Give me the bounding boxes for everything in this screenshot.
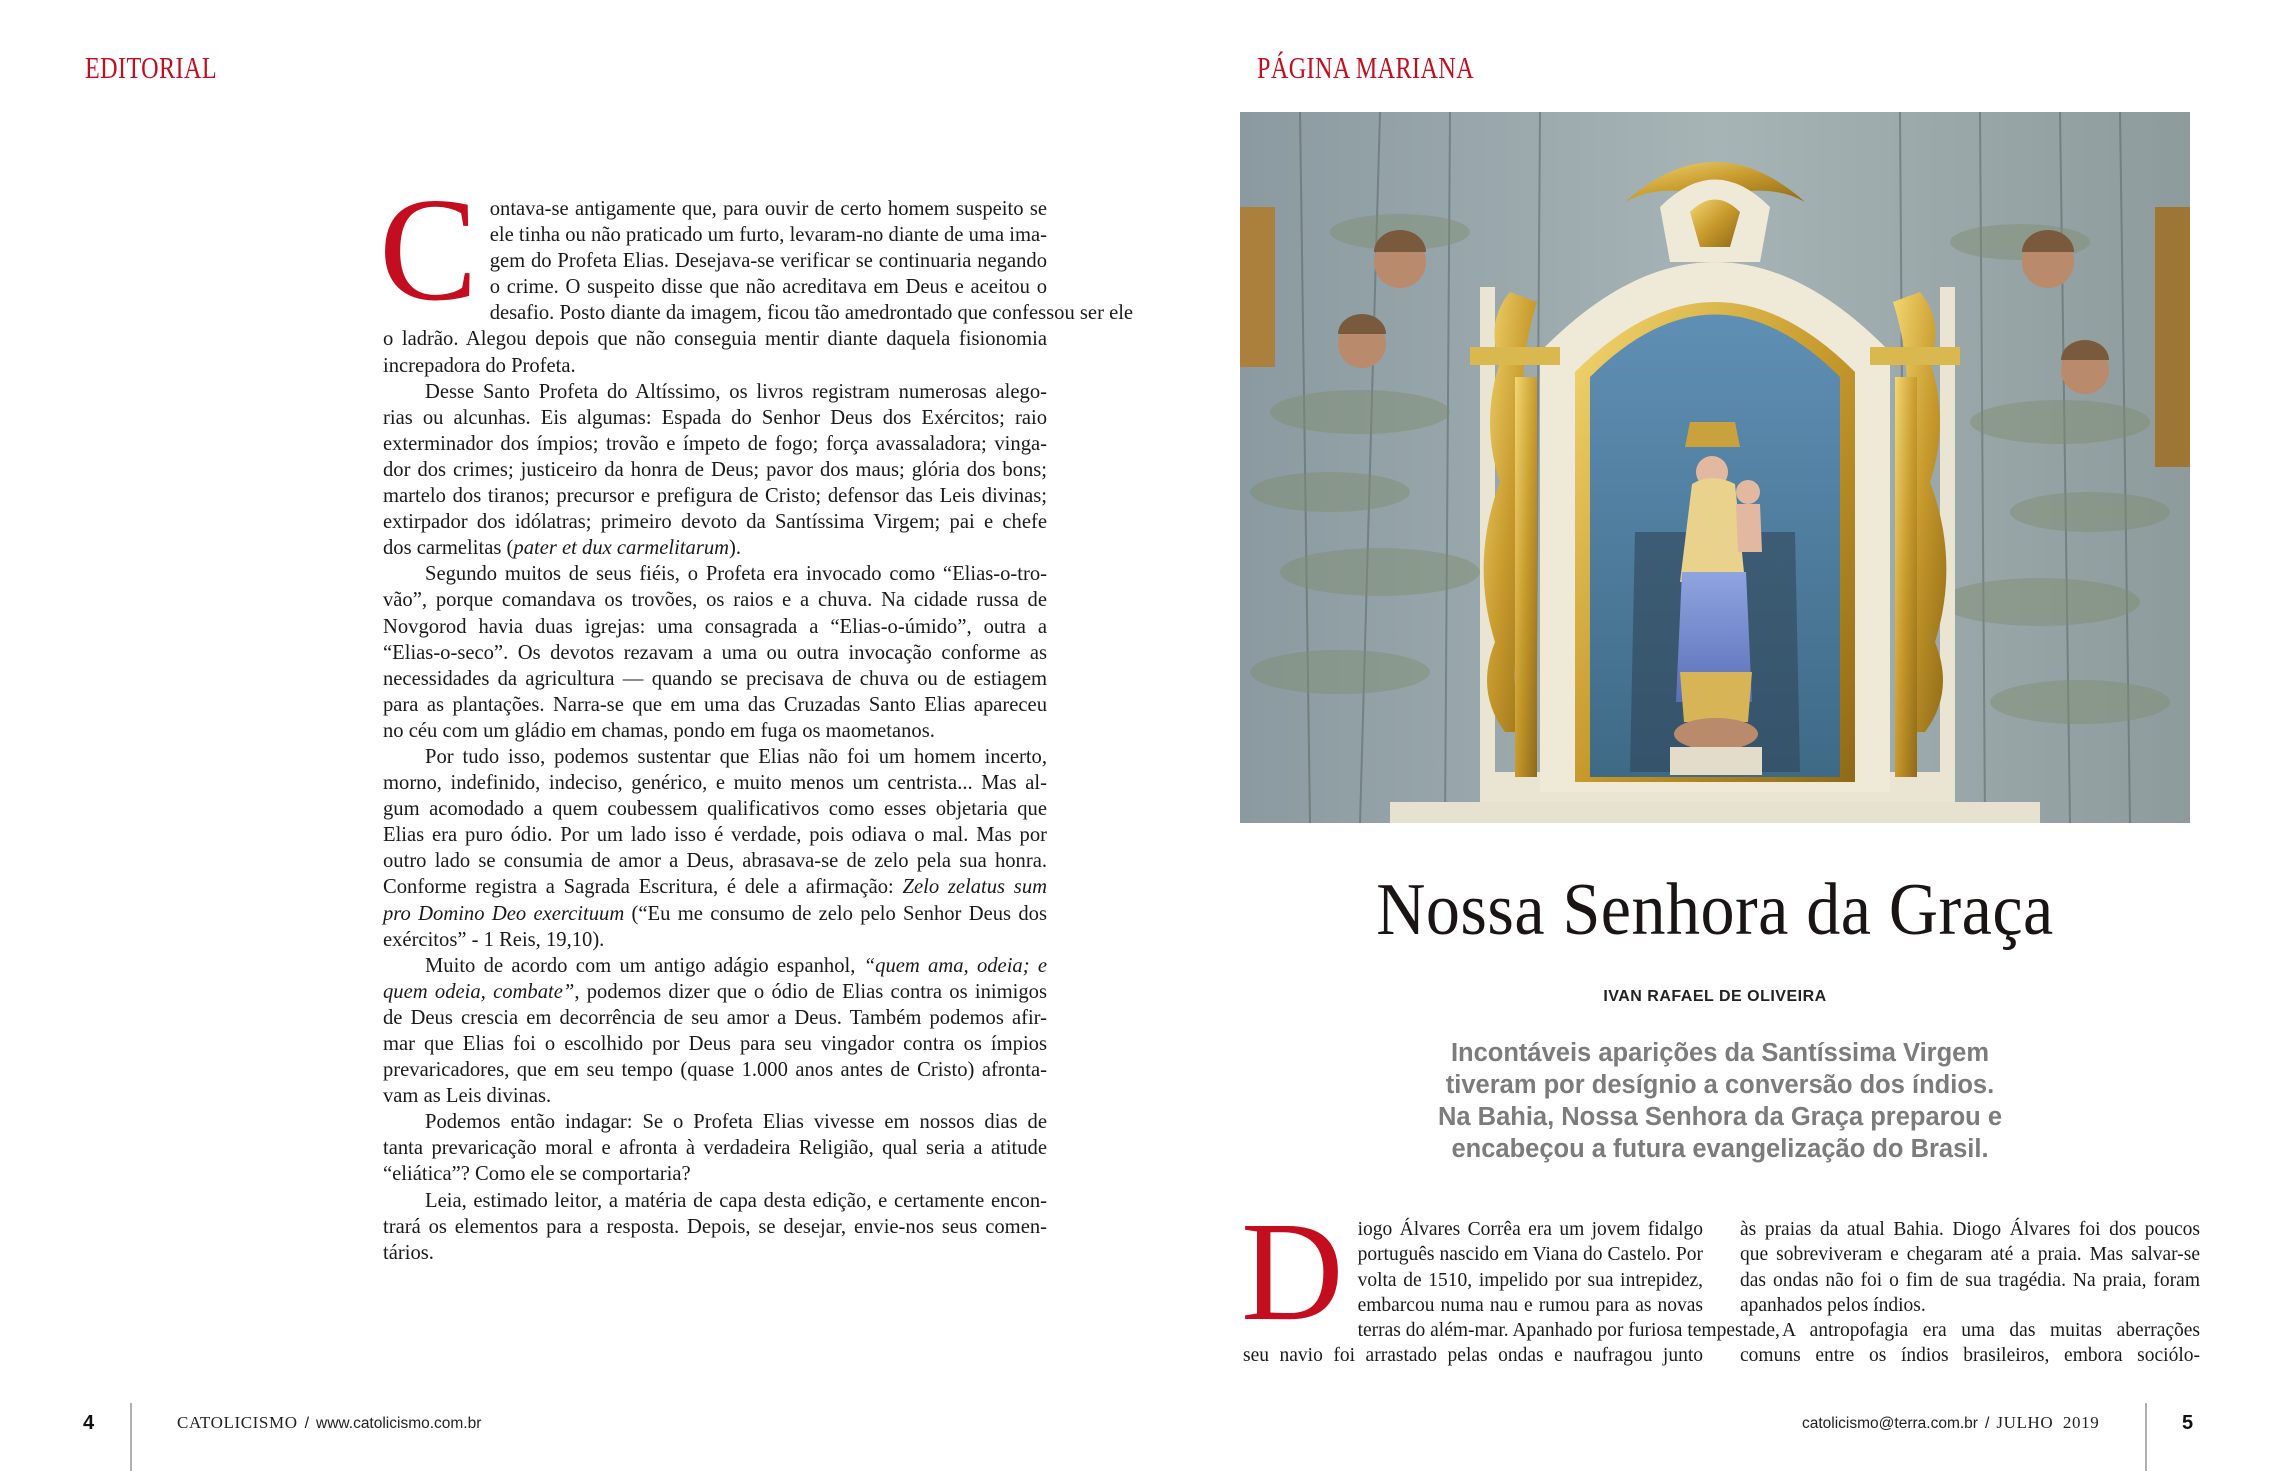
text-line: no céu com um gládio em chamas, pondo em fuga os maometanos. <box>383 719 935 742</box>
text-line: “eliática”? Como ele se comportaria? <box>383 1163 691 1186</box>
text-line: martelo dos tiranos; precursor e prefigura de Cristo; defensor das Leis divinas; <box>383 485 1047 508</box>
text-line: outro lado se consumia de amor a Deus, abrasava-se de zelo pela sua honra. <box>383 850 1047 873</box>
text-line: Segundo muitos de seus fiéis, o Profeta era invocado como “Elias-o-tro- <box>425 563 1047 586</box>
latin-phrase: pater et dux carmelitarum <box>513 537 730 560</box>
text-line: extirpador dos idólatras; primeiro devoto da Santíssima Virgem; pai e chefe <box>383 511 1047 534</box>
text-line: iogo Álvares Corrêa era um jovem fidalgo <box>1357 1219 1703 1240</box>
text-line: que sobreviveram e chegaram até a praia. Mas salvar-se <box>1740 1244 2200 1266</box>
section-label-pagina-mariana: PÁGINA MARIANA <box>1257 50 1475 85</box>
text-line: trará os elementos para a resposta. Depois, se desejar, envie-nos seus comen- <box>383 1215 1047 1238</box>
text-span: ). <box>729 537 742 560</box>
dropcap-c: C <box>379 168 478 332</box>
footer-separator: / <box>1984 1415 1990 1432</box>
editorial-paragraph-6 <box>383 1109 1047 1187</box>
text-line: Leia, estimado leitor, a matéria de capa desta edição, e certamente encon- <box>425 1189 1047 1212</box>
lead-line: encabeçou a futura evangelização do Brasil. <box>1451 1135 1989 1163</box>
text-line: embarcou numa nau e rumou para as novas <box>1357 1294 1703 1316</box>
text-span: Muito de acordo com um antigo adágio espanhol, <box>425 954 864 977</box>
text-line: gum acomodado a quem coubessem qualificativos como esses objetaria que <box>383 798 1047 821</box>
text-line: vão”, porque comandava os trovões, os raios e a chuva. Na cidade russa de <box>383 589 1047 612</box>
text-line: “Elias-o-seco”. Os devotos rezavam a uma ou outra invocação conforme as <box>383 641 1047 664</box>
author-byline: IVAN RAFAEL DE OLIVEIRA <box>1603 988 1827 1005</box>
text-line: vam as Leis divinas. <box>383 1085 552 1108</box>
text-line: Elias era puro ódio. Por um lado isso é verdade, pois odiava o mal. Mas por <box>383 824 1047 847</box>
text-span: , podemos dizer que o ódio de Elias contra os inimigos <box>574 980 1047 1003</box>
text-line: desafio. Posto diante da imagem, ficou tão amedrontado que confessou ser ele <box>489 302 1134 325</box>
text-line: gem do Profeta Elias. Desejava-se verificar se continuaria negando <box>489 250 1047 273</box>
editorial-paragraph-1 <box>379 168 1134 379</box>
editorial-paragraph-3 <box>383 561 1047 744</box>
text-line: prevaricadores, que em seu tempo (quase 1.000 anos antes de Cristo) afronta- <box>383 1059 1047 1082</box>
lead-line: Incontáveis aparições da Santíssima Virgem <box>1450 1039 1990 1067</box>
editorial-paragraph-4 <box>383 744 1047 953</box>
page-number-right: 5 <box>2182 1412 2194 1434</box>
text-line <box>383 901 1047 927</box>
dropcap-d: D <box>1241 1192 1344 1350</box>
latin-phrase: pro Domino Deo exercituum <box>383 902 625 925</box>
article-lead <box>1380 1037 2060 1165</box>
altar-statue-photo <box>1240 112 2190 823</box>
text-line: rias ou alcunhas. Eis algumas: Espada do Senhor Deus dos Exércitos; raio <box>383 406 1047 429</box>
text-line <box>383 535 1047 561</box>
text-line: comuns entre os índios brasileiros, embora sociólo- <box>1740 1345 2200 1367</box>
text-line: português nascido em Viana do Castelo. Por <box>1357 1244 1703 1266</box>
text-line: dor dos crimes; justiceiro da honra de Deus; pavor dos maus; glória dos bons; <box>383 458 1047 481</box>
text-line: de Deus crescia em decorrência de seu amor a Deus. Também podemos afir- <box>383 1006 1047 1029</box>
text-line: ele tinha ou não praticado um furto, levaram-no diante de uma ima- <box>489 224 1047 247</box>
text-line: Novgorod havia duas igrejas: uma consagrada a “Elias-o-úmido”, outra a <box>383 615 1047 638</box>
text-line: tários. <box>383 1241 434 1264</box>
text-span: Conforme registra a Sagrada Escritura, é dele a afirmação: <box>383 876 903 899</box>
text-span: dos carmelitas ( <box>383 537 514 560</box>
text-line: Desse Santo Profeta do Altíssimo, os livros registram numerosas alego- <box>425 380 1047 403</box>
text-line: mar que Elias foi o escolhido por Deus para seu vingador contra os ímpios <box>383 1033 1047 1055</box>
footer-separator: / <box>304 1415 310 1432</box>
text-line <box>383 874 1047 900</box>
page-number-left: 4 <box>83 1412 95 1434</box>
spanish-adage: “quem ama, odeia; e <box>863 954 1048 977</box>
text-line: Podemos então indagar: Se o Profeta Elias vivesse em nossos dias de <box>425 1111 1047 1134</box>
editorial-column <box>379 168 1134 1266</box>
text-line: para as plantações. Narra-se que em uma das Cruzadas Santo Elias apareceu <box>383 693 1047 716</box>
text-line: Por tudo isso, podemos sustentar que Elias não foi um homem incerto, <box>425 745 1047 768</box>
editorial-paragraph-7 <box>383 1188 1047 1266</box>
lead-line: tiveram por desígnio a conversão dos índios. <box>1445 1071 1995 1099</box>
text-line <box>383 953 1047 979</box>
website-link[interactable]: www.catolicismo.com.br <box>316 1415 482 1432</box>
email-link[interactable]: catolicismo@terra.com.br <box>1802 1415 1978 1432</box>
article-title: Nossa Senhora da Graça <box>1376 869 2054 951</box>
spanish-adage: quem odeia, combate” <box>383 980 575 1003</box>
text-line: o ladrão. Alegou depois que não conseguia mentir diante daquela fisionomia <box>383 328 1047 351</box>
text-line: o crime. O suspeito disse que não acreditava em Deus e aceitou o <box>489 276 1047 299</box>
text-line: exterminador dos ímpios; trovão e ímpeto de fogo; força avassaladora; vinga- <box>383 432 1047 455</box>
article-column-2 <box>1740 1217 2200 1369</box>
footer-divider-left <box>130 1403 132 1471</box>
section-label-editorial: EDITORIAL <box>85 50 218 85</box>
editorial-paragraph-2 <box>383 379 1047 562</box>
editorial-paragraph-5 <box>383 953 1047 1110</box>
text-line: tanta prevaricação moral e afronta à verdadeira Religião, qual seria a atitude <box>383 1137 1047 1160</box>
lead-line: Na Bahia, Nossa Senhora da Graça preparou e <box>1437 1103 2003 1131</box>
text-line: morno, indefinido, indeciso, genérico, e muito menos um centrista... Mas al- <box>383 772 1047 795</box>
text-line: increpadora do Profeta. <box>383 354 576 377</box>
text-line: exércitos” - 1 Reis, 19,10). <box>383 928 605 951</box>
footer-right <box>1802 1413 2099 1433</box>
latin-phrase: Zelo zelatus sum <box>902 876 1047 899</box>
issue-date: JULHO 2019 <box>1996 1413 2100 1432</box>
text-line: volta de 1510, impelido por sua intrepidez, <box>1357 1269 1703 1291</box>
text-line: das ondas não foi o fim de sua tragédia. Na praia, foram <box>1740 1269 2200 1291</box>
footer-divider-right <box>2145 1403 2147 1471</box>
text-line: terras do além-mar. Apanhado por furiosa tempestade, <box>1357 1320 1780 1342</box>
text-span: (“Eu me consumo de zelo pelo Senhor Deus dos <box>624 902 1047 925</box>
text-line: apanhados pelos índios. <box>1740 1294 1926 1316</box>
text-line: seu navio foi arrastado pelas ondas e naufragou junto <box>1243 1345 1703 1367</box>
photo-illustration <box>1240 112 2190 823</box>
publication-name: CATOLICISMO <box>177 1413 298 1432</box>
text-line: A antropofagia era uma das muitas aberrações <box>1782 1320 2200 1342</box>
text-line <box>383 979 1047 1005</box>
article-column-1 <box>1241 1192 1780 1369</box>
footer-left <box>177 1413 481 1433</box>
text-line: ontava-se antigamente que, para ouvir de certo homem suspeito se <box>489 198 1047 220</box>
text-line: às praias da atual Bahia. Diogo Álvares foi dos poucos <box>1740 1219 2200 1240</box>
text-line: necessidades da agricultura — quando se precisava de chuva ou de estiagem <box>383 667 1047 690</box>
